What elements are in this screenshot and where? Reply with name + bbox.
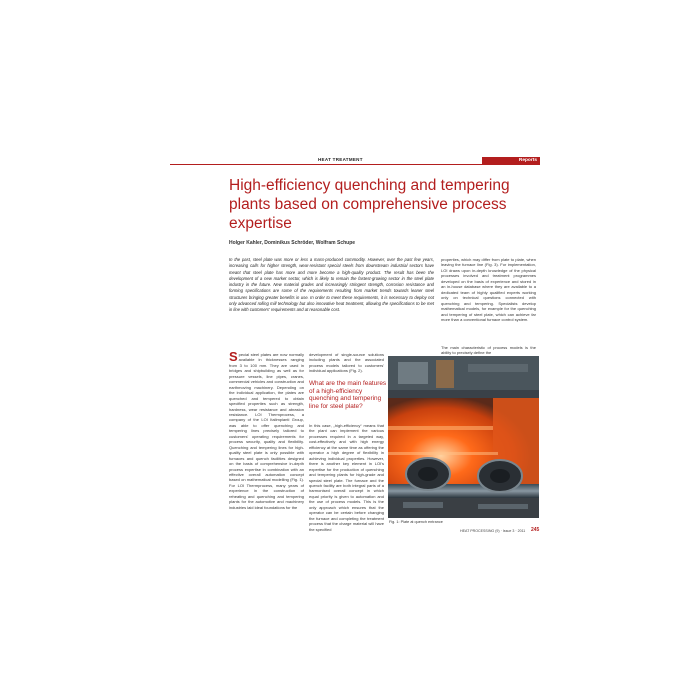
page-footer: HEAT PROCESSING (9) · Issue 3 · 2011	[460, 529, 526, 533]
body-column-1	[229, 349, 304, 510]
section-subheading: What are the main features of a high-efficiency quenching and tempering line for steel plate?	[309, 380, 387, 410]
drop-cap: S	[229, 349, 238, 364]
page-number: 245	[531, 527, 540, 533]
body-column-3-continued: The main characteristic of process models is the ability to precisely define the	[441, 345, 536, 356]
figure-caption: Fig. 1: Plate at quench entrance	[389, 520, 443, 524]
article-abstract: In the past, steel plate was more or less a mass-produced commodity. However, over the past few years, increasing calls for higher strength, wear-resistant special steels from downstream industrial sectors have meant that steel plate has more and more become a high-quality product. The result has been the development of a new market sector, which is likely to remain the fastest-growing sector in the steel plate industry in the future. New material grades and increasingly stringent strength, corrosion resistance and forming specifications are some of the requirements resulting from market trends towards leaner steel structures bringing greater benefits in use. In order to meet these requirements, it is necessary to deploy not only advanced rolling mill technology but also innovative heat treatment, allowing the specifications to be met in line with customers' requirements and at reasonable cost.	[229, 257, 434, 312]
section-label: HEAT TREATMENT	[318, 157, 363, 162]
body-column-3: properties, which may differ from plate to plate, when leaving the furnace line (Fig. 3). For implementation, LOI draws upon in-depth knowledge of the physical processes involved and treatment programmes developed on the basis of experience and stored in an in-house database where they are available to a dedicated team of highly qualified experts working only on technical questions connected with quenching and tempering. Specialists develop mathematical models, for example for the quenching and tempering of steel plate, which can achieve far more than a conventional furnace control system.	[441, 257, 536, 322]
quench-entrance-photo	[388, 356, 539, 518]
article-authors: Holger Kahler, Dominikus Schröder, Wolfram Schupe	[229, 240, 356, 246]
body-column-1-text: pecial steel plates are now normally available in thicknesses ranging from 3 to 100 mm. They are used in bridges and shipbuilding as well as for pressure vessels, line pipes, cranes, commercial vehicles and construction and earthmoving machinery. Depending on the individual application, the plates are quenched and tempered to obtain specified properties such as strength, hardness, wear resistance and abrasion resistance. LOI Thermprocess, a company of the LOI Italimpianti Group, was able to offer quenching and tempering lines precisely tailored to customers' operating requirements for process security, quality and flexibility. Quenching and tempering lines for high-quality steel plate is only possible with furnaces and quench facilities designed on the basis of comprehensive in-depth process expertise in combination with an effective overall automation concept based on mathematical modelling (Fig. 1). For LOI Thermprocess, many years of experience in the construction of reheating and quenching and tempering plants for the automotive and machinery industries laid ideal foundations for the	[229, 352, 304, 510]
running-header	[170, 157, 540, 165]
body-column-2-continued: In this case, „high-efficiency“ means that the plant can implement the various processes required in a targeted way, cost-effectively and with high energy efficiency at the same time as offering the operator a high degree of flexibility in achieving individual properties. However, there is another key element in LOI's expertise for the production of quenching and tempering plants for high-grade and special steel plate. The furnace and the quench facility are both integral parts of a harmonised overall concept in which equal priority is given to automation and the use of process models. This is the only approach which ensures that the operator can be certain before changing the furnace and completing the treatment process that the charge material will have the specified	[309, 423, 384, 532]
category-tab: Reports	[482, 157, 540, 164]
header-rule	[170, 164, 540, 165]
article-title: High-efficiency quenching and tempering plants based on comprehensive process expertise	[229, 177, 510, 232]
body-column-2: development of single-source solutions including plants and the associated process models tailored to customers' individual applications (Fig. 2).	[309, 352, 384, 374]
